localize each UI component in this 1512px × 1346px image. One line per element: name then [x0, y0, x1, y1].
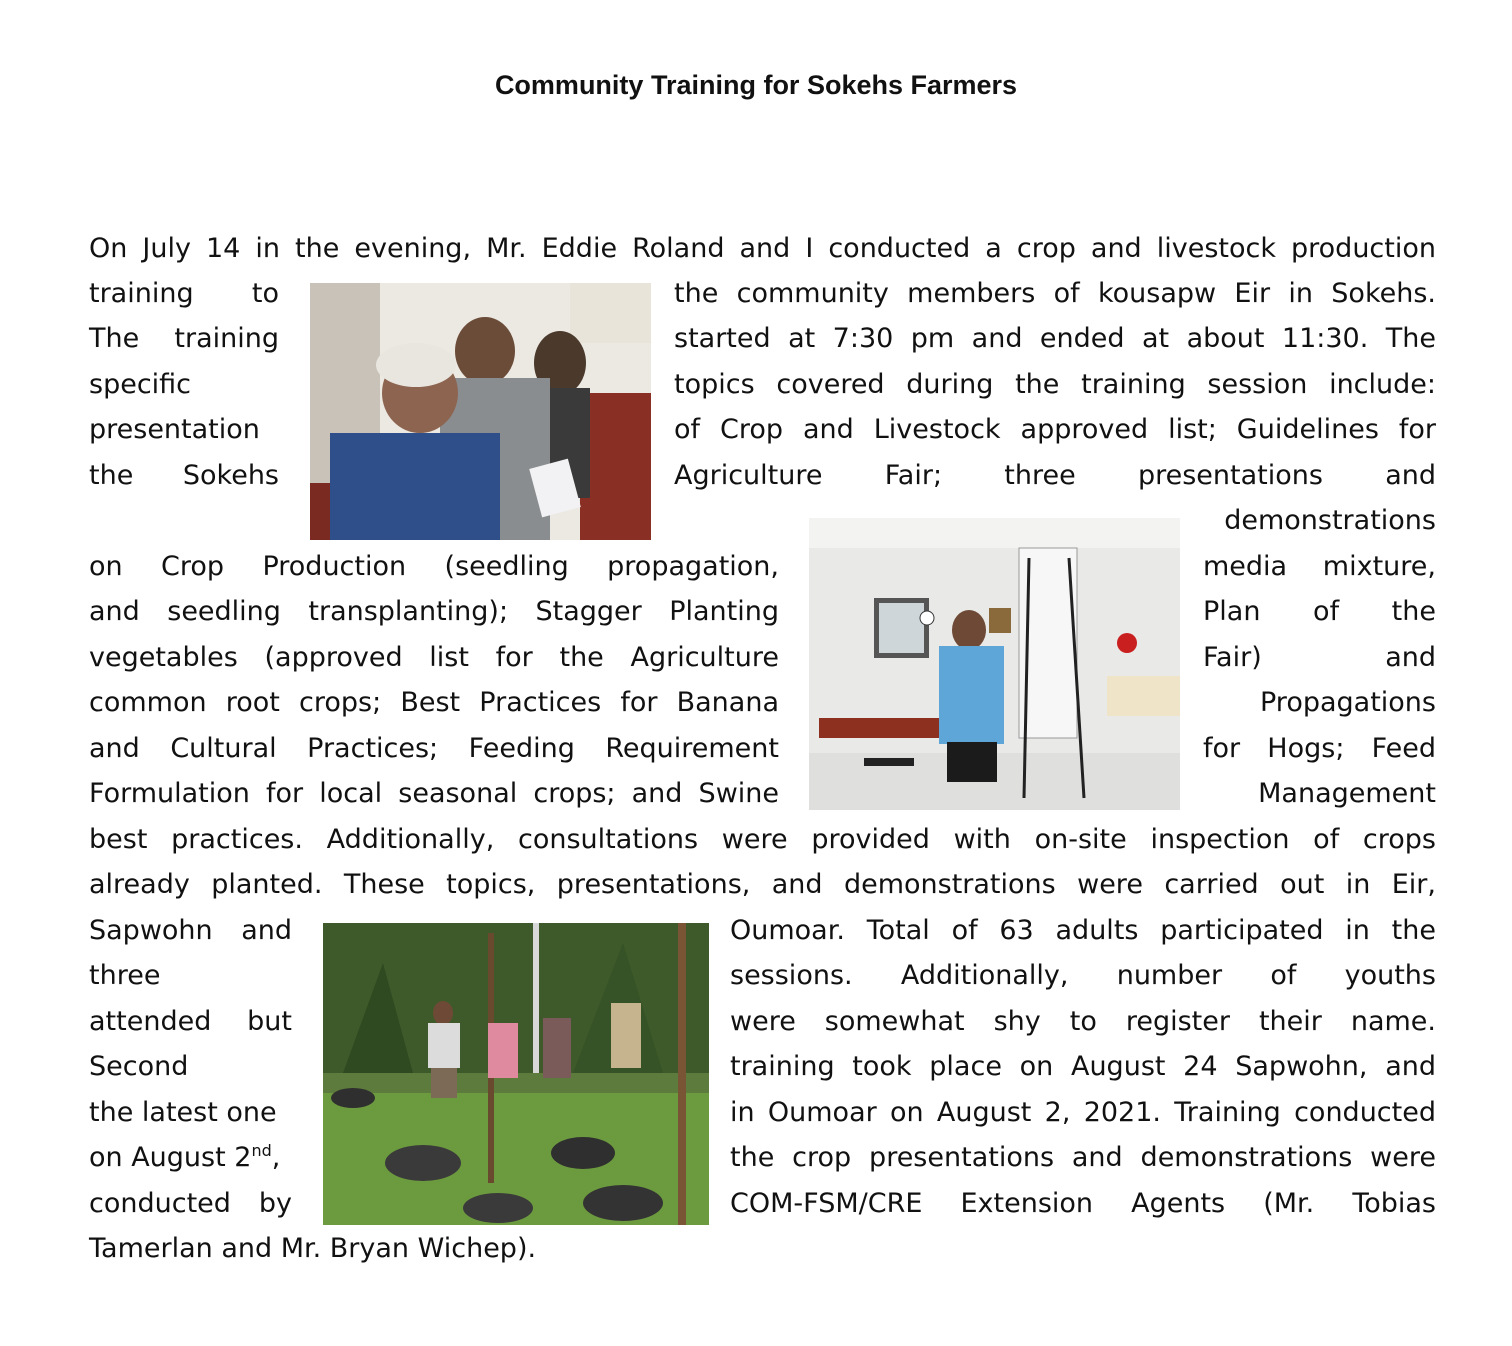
line-left: Formulation for local seasonal crops; and Swine [89, 778, 779, 809]
body-line: On July 14 in the evening, Mr. Eddie Roland and I conducted a crop and livestock production [89, 233, 1436, 264]
body-line [89, 271, 1436, 317]
body-line [89, 999, 1436, 1045]
ordinal-suffix: nd [251, 1141, 272, 1160]
body-line [89, 498, 1436, 544]
document-title: Community Training for Sokehs Farmers [494, 70, 1018, 100]
line-left: the latest one [89, 1097, 277, 1128]
line-right: started at 7:30 pm and ended at about 11:30. The [674, 323, 1436, 354]
line-right: for Hogs; Feed [1203, 733, 1436, 764]
line-left: common root crops; Best Practices for Banana [89, 687, 779, 718]
meeting-photo [310, 283, 651, 540]
line-left: The training [89, 323, 279, 354]
line-right: Management [1258, 778, 1436, 809]
line-right: Oumoar. Total of 63 adults participated in the [730, 915, 1436, 946]
body-line: already planted. These topics, presentations, and demonstrations were carried out in Eir, [89, 869, 1436, 900]
body-line [89, 316, 1436, 362]
farm-photo [323, 923, 709, 1225]
body-line [89, 771, 1436, 817]
line-right: of Crop and Livestock approved list; Guidelines for [674, 414, 1436, 445]
line-left: training to [89, 278, 279, 309]
line-right: were somewhat shy to register their name. [730, 1006, 1436, 1037]
line-right: media mixture, [1203, 551, 1436, 582]
meeting-photo-image [310, 283, 651, 540]
line-left: attended but [89, 1006, 292, 1037]
body-line: best practices. Additionally, consultations were provided with on-site inspection of crops [89, 824, 1436, 855]
body-line [89, 1181, 1436, 1227]
line-left: three [89, 960, 161, 991]
line-right: demonstrations [1224, 505, 1436, 536]
line-right: training took place on August 24 Sapwohn, and [730, 1051, 1436, 1082]
body-line [89, 908, 1436, 954]
line-right: Fair) and [1203, 642, 1436, 673]
line-right: in Oumoar on August 2, 2021. Training conducted [730, 1097, 1436, 1128]
body-line [89, 453, 1436, 499]
presenter-photo [809, 518, 1180, 810]
body-line [89, 680, 1436, 726]
line-right: Agriculture Fair; three presentations and [674, 460, 1436, 491]
line-left: and seedling transplanting); Stagger Planting [89, 596, 779, 627]
line-left: specific [89, 369, 192, 400]
line-text: , [271, 1142, 281, 1173]
line-left: Sapwohn and [89, 915, 292, 946]
farm-photo-image [323, 923, 709, 1225]
line-right: Propagations [1260, 687, 1436, 718]
line-left: vegetables (approved list for the Agriculture [89, 642, 779, 673]
line-right: COM-FSM/CRE Extension Agents (Mr. Tobias [730, 1188, 1436, 1219]
body-line [89, 953, 1436, 999]
line-right: the community members of kousapw Eir in Sokehs. [674, 278, 1436, 309]
body-line [89, 544, 1436, 590]
line-left: on Crop Production (seedling propagation, [89, 551, 779, 582]
line-left: presentation [89, 414, 260, 445]
line-text: on August 2 [89, 1142, 252, 1173]
body-line: Tamerlan and Mr. Bryan Wichep). [89, 1233, 537, 1264]
body-line [89, 726, 1436, 772]
line-left: the Sokehs [89, 460, 279, 491]
body-line [89, 1135, 1436, 1181]
line-right: topics covered during the training session include: [674, 369, 1436, 400]
line-left [89, 1135, 292, 1181]
body-line [89, 635, 1436, 681]
line-left: Second [89, 1051, 189, 1082]
line-right: sessions. Additionally, number of youths [730, 960, 1436, 991]
line-left: conducted by [89, 1188, 292, 1219]
body-line [89, 1090, 1436, 1136]
body-line [89, 362, 1436, 408]
body-line [89, 407, 1436, 453]
line-left: and Cultural Practices; Feeding Requirement [89, 733, 779, 764]
presenter-photo-image [809, 518, 1180, 810]
line-right: Plan of the [1203, 596, 1436, 627]
body-line [89, 1044, 1436, 1090]
line-right: the crop presentations and demonstrations were [730, 1142, 1436, 1173]
body-line [89, 589, 1436, 635]
